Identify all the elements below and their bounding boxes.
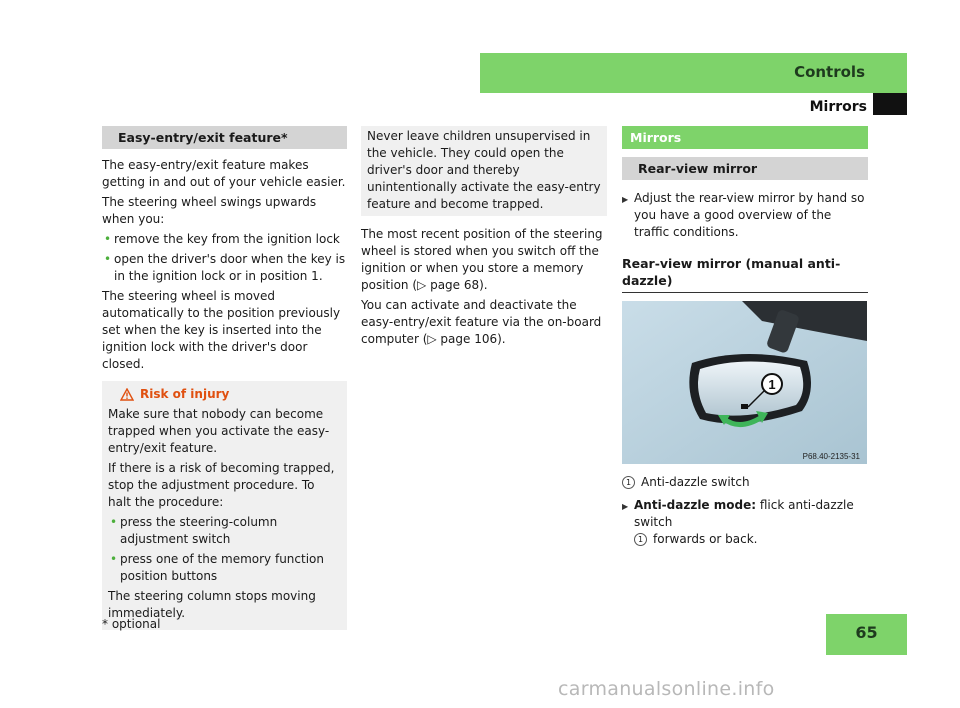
- step-label: Anti-dazzle mode:: [634, 498, 757, 512]
- section-title: Rear-view mirror (manual anti-dazzle): [622, 255, 868, 293]
- step-text-rest: forwards or back.: [653, 532, 758, 546]
- section-tab: [480, 53, 907, 93]
- thumb-tab-marker: [873, 93, 907, 115]
- legend-number: 1: [622, 476, 635, 489]
- mirrors-heading: Mirrors: [622, 126, 868, 149]
- list-item: • open the driver's door when the key is in the ignition lock or in position 1.: [102, 251, 347, 285]
- watermark: carmanualsonline.info: [558, 678, 775, 700]
- paragraph: If there is a risk of becoming trapped, stop the adjustment procedure. To halt the procedure:: [108, 461, 335, 509]
- paragraph: Never leave children unsupervised in the vehicle. They could open the driver's door and thereby unintentionally activate the easy-entry feature and become trapped.: [367, 129, 601, 211]
- warning-continuation-box: [361, 126, 607, 216]
- footnote: * optional: [102, 617, 161, 631]
- paragraph: You can activate and deactivate the easy-entry/exit feature via the on-board computer (▷ page 106).: [361, 298, 602, 346]
- instruction-step: ▶ Adjust the rear-view mirror by hand so you have a good overview of the traffic conditions.: [622, 190, 868, 241]
- step-text: flick anti-dazzle switch: [634, 498, 854, 529]
- list-item: • remove the key from the ignition lock: [102, 231, 347, 248]
- mirror-illustration: [622, 301, 867, 464]
- column-1: [102, 126, 347, 630]
- list-item: • press one of the memory function position buttons: [108, 551, 341, 585]
- column-2: [361, 126, 607, 351]
- paragraph: The most recent position of the steering wheel is stored when you switch off the ignition or when you store a memory position (▷ page 68).: [361, 227, 603, 292]
- warning-box: [102, 381, 347, 630]
- paragraph: The steering wheel swings upwards when you:: [102, 195, 317, 226]
- instruction-step: [622, 497, 868, 548]
- warning-triangle-icon: [120, 388, 134, 401]
- warning-title: [120, 386, 341, 403]
- legend-item: [622, 474, 868, 491]
- column-3: [622, 126, 868, 551]
- page-number: 65: [855, 623, 878, 642]
- page-number-tab: [826, 614, 907, 655]
- paragraph: The steering wheel is moved automatically to the position previously set when the key is inserted into the ignition lock with the driver's door closed.: [102, 289, 341, 371]
- paragraph: Make sure that nobody can become trapped when you activate the easy-entry/exit feature.: [108, 407, 330, 455]
- subsection-title: Mirrors: [809, 99, 867, 115]
- legend-label: Anti-dazzle switch: [641, 475, 750, 489]
- section-title: Controls: [794, 63, 865, 81]
- legend-number: 1: [634, 533, 647, 546]
- list-item: • press the steering-column adjustment switch: [108, 514, 341, 548]
- paragraph: The steering column stops moving immediately.: [108, 589, 316, 620]
- warning-title-text: Risk of injury: [140, 387, 230, 401]
- callout-number: 1: [768, 377, 776, 392]
- image-code: P68.40-2135-31: [802, 452, 860, 461]
- rear-view-mirror-heading: Rear-view mirror: [622, 157, 868, 180]
- rear-view-mirror-photo: [622, 301, 867, 464]
- easy-entry-heading: Easy-entry/exit feature*: [102, 126, 347, 149]
- paragraph: The easy-entry/exit feature makes getting in and out of your vehicle easier.: [102, 158, 346, 189]
